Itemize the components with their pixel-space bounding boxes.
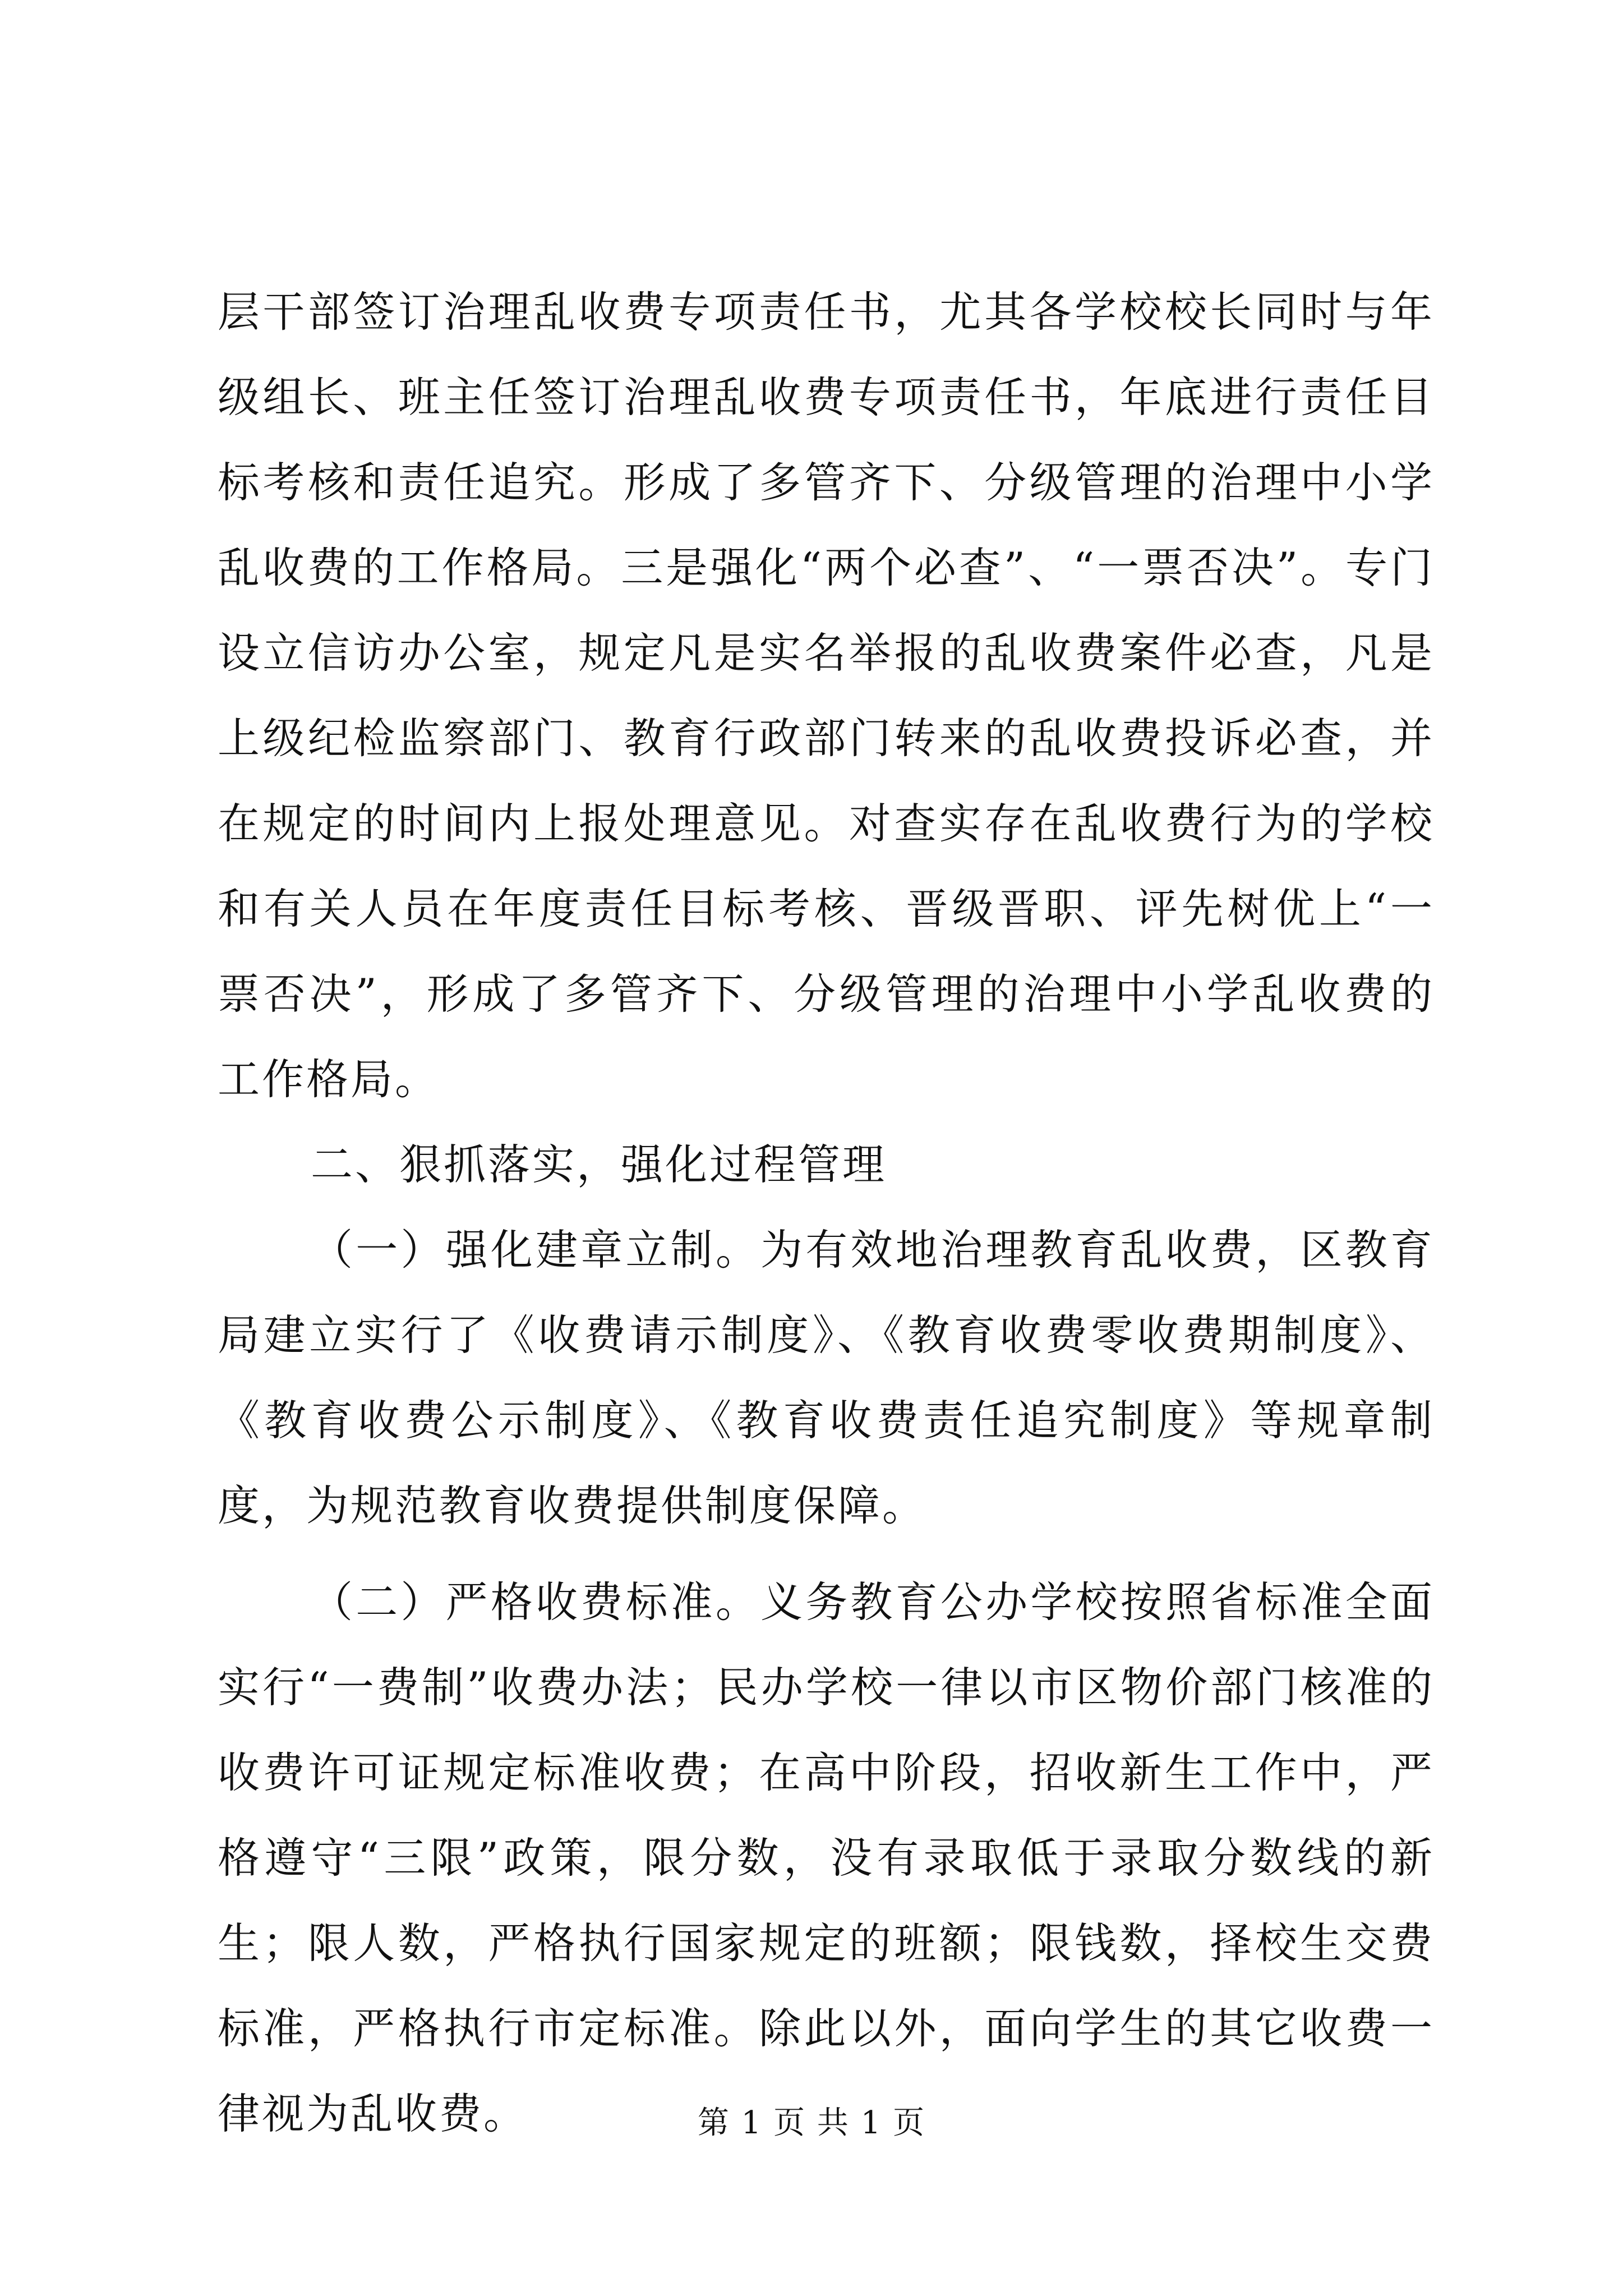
- paragraph-rules-system: （一）强化建章立制。为有效地治理教育乱收费，区教育局建立实行了《收费请示制度》、《教育收费零收费期制度》、《教育收费公示制度》、《教育收费责任追究制度》等规章制度，为规范教育收费提供制度保障。: [218, 1225, 1435, 1530]
- document-body: [218, 269, 1435, 2156]
- page-footer: 第 1 页 共 1 页: [697, 2105, 926, 2141]
- paragraph-fee-standards: （二）严格收费标准。义务教育公办学校按照省标准全面实行“一费制”收费办法；民办学校一律以市区物价部门核准的收费许可证规定标准收费；在高中阶段，招收新生工作中，严格遵守“三限”政策，限分数，没有录取低于录取分数线的新生；限人数，严格执行国家规定的班额；限钱数，择校生交费标准，严格执行市定标准。除此以外，面向学生的其它收费一律视为乱收费。: [218, 1577, 1435, 2138]
- section-heading-implementation: 二、狠抓落实，强化过程管理: [311, 1140, 887, 1189]
- paragraph-responsibility: 层干部签订治理乱收费专项责任书，尤其各学校校长同时与年级组长、班主任签订治理乱收费专项责任书，年底进行责任目标考核和责任追究。形成了多管齐下、分级管理的治理中小学乱收费的工作格局。三是强化“两个必查”、“一票否决”。专门设立信访办公室，规定凡是实名举报的乱收费案件必查，凡是上级纪检监察部门、教育行政部门转来的乱收费投诉必查，并在规定的时间内上报处理意见。对查实存在乱收费行为的学校和有关人员在年度责任目标考核、晋级晋职、评先树优上“一票否决”，形成了多管齐下、分级管理的治理中小学乱收费的工作格局。: [218, 287, 1435, 1104]
